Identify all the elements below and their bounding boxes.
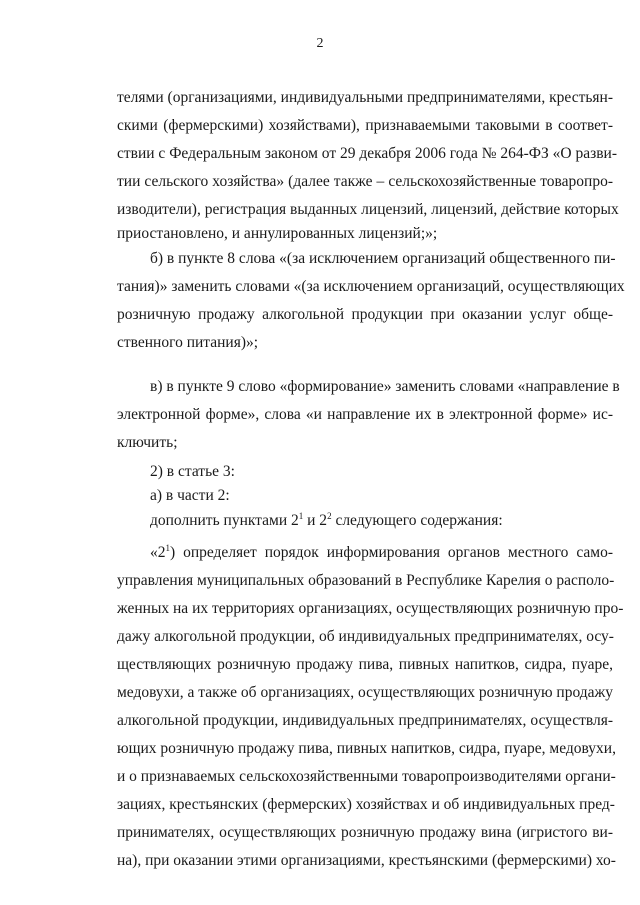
text-line: розничную продажу алкогольной продукции при оказании услуг обще- bbox=[117, 306, 613, 323]
text-fragment: «2 bbox=[150, 544, 166, 561]
text-line: тии сельского хозяйства» (далее также – сельскохозяйственные товаропро- bbox=[117, 173, 613, 190]
text-line: зациях, крестьянских (фермерских) хозяйствах и об индивидуальных пред- bbox=[117, 796, 615, 813]
text-line: в) в пункте 9 слово «формирование» заменить словами «направление в bbox=[150, 378, 620, 395]
text-line: ющих розничную продажу пива, пивных напитков, сидра, пуаре, медовухи, bbox=[117, 740, 616, 757]
text-line: медовухи, а также об организациях, осуществляющих розничную продажу bbox=[117, 684, 613, 701]
text-line: управления муниципальных образований в Республике Карелия о располо- bbox=[117, 572, 615, 589]
text-fragment: и 2 bbox=[303, 512, 328, 529]
text-line: электронной форме», слова «и направление их в электронной форме» ис- bbox=[117, 406, 613, 423]
text-line: дажу алкогольной продукции, об индивидуальных предпринимателях, осу- bbox=[117, 628, 614, 645]
text-line: на), при оказании этими организациями, крестьянскими (фермерскими) хо- bbox=[117, 852, 616, 869]
text-line: изводители), регистрация выданных лицензий, лицензий, действие которых bbox=[117, 201, 619, 218]
text-line: ществляющих розничную продажу пива, пивных напитков, сидра, пуаре, bbox=[117, 656, 613, 673]
text-line: тания)» заменить словами «(за исключением организаций, осуществляющих bbox=[117, 278, 625, 295]
text-fragment: дополнить пунктами 2 bbox=[150, 512, 299, 529]
text-line: 2) в статье 3: bbox=[150, 463, 235, 480]
text-fragment: следующего содержания: bbox=[331, 512, 503, 529]
text-line: телями (организациями, индивидуальными предпринимателями, крестьян- bbox=[117, 89, 613, 106]
text-line: принимателях, осуществляющих розничную продажу вина (игристого ви- bbox=[117, 824, 613, 841]
text-line: а) в части 2: bbox=[150, 487, 230, 504]
text-line: ствии с Федеральным законом от 29 декабря 2006 года № 264-ФЗ «О разви- bbox=[117, 145, 618, 162]
text-line: и о признаваемых сельскохозяйственными товаропроизводителями органи- bbox=[117, 768, 616, 785]
text-line: б) в пункте 8 слова «(за исключением организаций общественного пи- bbox=[150, 250, 616, 267]
text-fragment: ) определяет порядок информирования органов местного само- bbox=[170, 544, 613, 561]
text-line-supplement bbox=[150, 511, 613, 531]
text-line-clause bbox=[150, 543, 613, 563]
text-line: ственного питания)»; bbox=[117, 334, 259, 351]
page-number: 2 bbox=[316, 36, 324, 51]
text-line: приостановлено, и аннулированных лицензий;»; bbox=[117, 225, 438, 242]
superscript: 1 bbox=[165, 543, 170, 553]
text-line: скими (фермерскими) хозяйствами), признаваемыми таковыми в соответ- bbox=[117, 117, 613, 134]
text-line: женных на их территориях организациях, осуществляющих розничную про- bbox=[117, 600, 624, 617]
superscript: 1 bbox=[298, 511, 304, 521]
text-line: ключить; bbox=[117, 434, 178, 451]
superscript: 2 bbox=[327, 511, 332, 521]
text-line: алкогольной продукции, индивидуальных предпринимателях, осуществля- bbox=[117, 712, 613, 729]
